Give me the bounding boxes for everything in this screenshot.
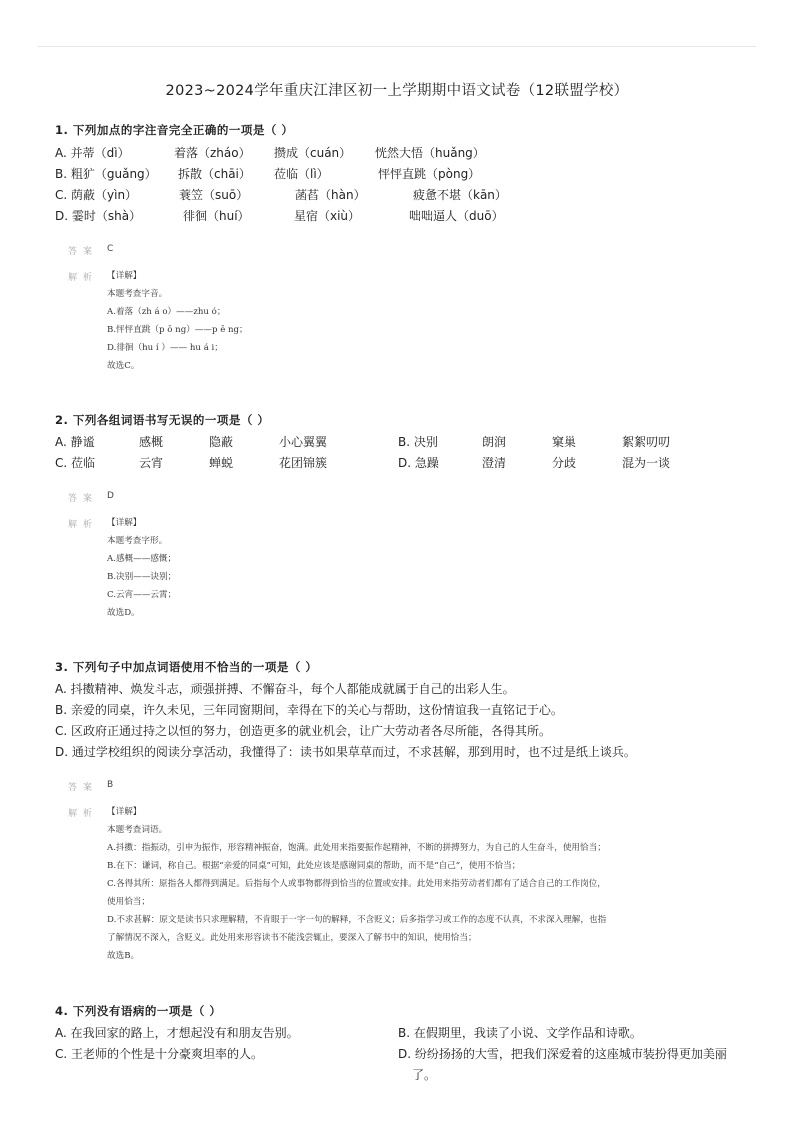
q2-explanation-line: B.决别——诀别； bbox=[107, 572, 177, 582]
answer-label: 答案 bbox=[68, 783, 99, 793]
q2-explanation-line: A.感概——感慨； bbox=[107, 554, 177, 564]
q2-option-d-4: 混为一谈 bbox=[622, 456, 671, 470]
q1-explanation-line: D.徘徊（hu í ）—— hu á i； bbox=[107, 343, 223, 353]
answer-label: 答案 bbox=[68, 494, 99, 504]
q1-explanation-line: 【详解】 bbox=[107, 271, 142, 281]
analysis-label: 解析 bbox=[68, 809, 99, 819]
q3-explanation-line: 本题考查词语。 bbox=[107, 825, 168, 835]
q2-option-a-4: 小心翼翼 bbox=[279, 435, 328, 449]
q3-explanation-line: 故选B。 bbox=[107, 951, 140, 961]
q2-option-c-2: 云宵 bbox=[139, 456, 164, 470]
q1-option-c-3: 菡萏（hàn） bbox=[295, 188, 366, 202]
question-2-stem: 2. 下列各组词语书写无误的一项是（ ） bbox=[55, 413, 270, 427]
q1-explanation-line: 本题考查字音。 bbox=[107, 289, 168, 299]
q4-option-a: A. 在我回家的路上，才想起没有和朋友告别。 bbox=[55, 1026, 299, 1040]
q1-option-c-1: C. 荫蔽（yìn） bbox=[55, 188, 138, 202]
q2-option-d-3: 分歧 bbox=[552, 456, 577, 470]
q2-option-a-3: 隐蔽 bbox=[209, 435, 234, 449]
q2-option-c-3: 蝉蜕 bbox=[209, 456, 234, 470]
q2-explanation-line: 故选D。 bbox=[107, 608, 140, 618]
q1-option-b-2: 拆散（chāi） bbox=[178, 167, 251, 181]
q1-option-a-4: 恍然大悟（huǎng） bbox=[375, 146, 485, 160]
q2-option-c-1: C. 莅临 bbox=[55, 456, 96, 470]
q3-explanation-line: C.各得其所：原指各人都得到满足。后指每个人或事物都得到恰当的位置或安排。此处用来指劳动者们都有了适合自己的工作岗位， bbox=[107, 879, 606, 889]
q1-explanation-line: B.怦怦直跳（p ō ng）——p ē ng； bbox=[107, 325, 248, 335]
q3-explanation-line: B.在下：谦词，称自己。根据“亲爱的同桌”可知，此处应该是感谢同桌的帮助，而不是“自己”，使用不恰当； bbox=[107, 861, 521, 871]
q1-option-b-1: B. 粗犷（guǎng） bbox=[55, 167, 157, 181]
q2-option-d-1: D. 急躁 bbox=[398, 456, 439, 470]
q1-option-d-2: 徘徊（huí） bbox=[183, 209, 250, 223]
question-1-stem: 1. 下列加点的字注音完全正确的一项是（ ） bbox=[55, 123, 294, 137]
q1-option-a-2: 着落（zháo） bbox=[174, 146, 251, 160]
q2-explanation-line: 本题考查字形。 bbox=[107, 536, 168, 546]
answer-label: 答案 bbox=[68, 247, 99, 257]
question-3-stem: 3. 下列句子中加点词语使用不恰当的一项是（ ） bbox=[55, 660, 318, 674]
q4-option-b: B. 在假期里，我读了小说、文学作品和诗歌。 bbox=[398, 1026, 642, 1040]
q1-option-b-3: 莅临（lì） bbox=[274, 167, 329, 181]
q3-option-a: A. 抖擞精神、焕发斗志，顽强拼搏、不懈奋斗，每个人都能成就属于自己的出彩人生。 bbox=[55, 682, 515, 696]
q2-option-a-2: 感概 bbox=[139, 435, 164, 449]
analysis-label: 解析 bbox=[68, 273, 99, 283]
q3-option-b: B. 亲爱的同桌，许久未见，三年同窗期间，幸得在下的关心与帮助，这份情谊我一直铭记于心。 bbox=[55, 703, 563, 717]
q2-option-c-4: 花团锦簇 bbox=[279, 456, 328, 470]
q1-explanation-line: 故选C。 bbox=[107, 361, 140, 371]
q3-explanation-line: 使用恰当； bbox=[107, 897, 150, 907]
q3-option-d: D. 通过学校组织的阅读分享活动，我懂得了：读书如果草草而过，不求甚解，那到用时，也不过是纸上谈兵。 bbox=[55, 745, 636, 759]
header-divider bbox=[38, 46, 756, 47]
q4-option-d: D. 纷纷扬扬的大雪，把我们深爱着的这座城市装扮得更加美丽 bbox=[398, 1047, 727, 1061]
q3-option-c: C. 区政府正通过持之以恒的努力，创造更多的就业机会，让广大劳动者各尽所能，各得其所。 bbox=[55, 724, 552, 738]
q3-explanation-line: 了解情况不深入，含贬义。此处用来形容读书不能浅尝辄止，要深入了解书中的知识，使用恰当； bbox=[107, 933, 477, 943]
q3-explanation-line: D.不求甚解：原文是读书只求理解精，不肯眼于一字一句的解释，不含贬义；后多指学习或工作的态度不认真，不求深入理解，也指 bbox=[107, 915, 607, 925]
q1-option-d-3: 星宿（xiù） bbox=[294, 209, 361, 223]
q2-answer: D bbox=[107, 491, 114, 501]
q2-option-b-2: 朗润 bbox=[482, 435, 507, 449]
q1-option-a-1: A. 并蒂（dì） bbox=[55, 146, 130, 160]
q4-option-c: C. 王老师的个性是十分豪爽坦率的人。 bbox=[55, 1047, 264, 1061]
q3-explanation-line: 【详解】 bbox=[107, 807, 142, 817]
q1-option-c-2: 蓑笠（suō） bbox=[179, 188, 249, 202]
page-title: 2023~2024学年重庆江津区初一上学期期中语文试卷（12联盟学校） bbox=[165, 83, 629, 99]
analysis-label: 解析 bbox=[68, 520, 99, 530]
q1-answer: C bbox=[107, 244, 114, 254]
q1-option-b-4: 怦怦直跳（pòng） bbox=[378, 167, 481, 181]
q2-option-d-2: 澄清 bbox=[482, 456, 507, 470]
q3-explanation-line: A.抖擞：指振动，引申为振作，形容精神振奋，饱满。此处用来指要振作起精神，不断的拼搏努力，为自己的人生奋斗，使用恰当； bbox=[107, 843, 606, 853]
q1-option-d-4: 咄咄逼人（duō） bbox=[409, 209, 504, 223]
q2-option-b-3: 窠巢 bbox=[552, 435, 577, 449]
q2-explanation-line: C.云宵——云霄； bbox=[107, 590, 177, 600]
q2-option-a-1: A. 静谧 bbox=[55, 435, 95, 449]
q2-explanation-line: 【详解】 bbox=[107, 518, 142, 528]
q2-option-b-4: 絮絮叨叨 bbox=[622, 435, 671, 449]
q4-option-d-continued: 了。 bbox=[412, 1068, 437, 1082]
q1-option-d-1: D. 霎时（shà） bbox=[55, 209, 142, 223]
q3-answer: B bbox=[107, 780, 114, 790]
q2-option-b-1: B. 决别 bbox=[398, 435, 438, 449]
q1-explanation-line: A.着落（zh á o）——zhu ó； bbox=[107, 307, 226, 317]
q1-option-a-3: 攒成（cuán） bbox=[274, 146, 352, 160]
q1-option-c-4: 疲惫不堪（kān） bbox=[413, 188, 507, 202]
question-4-stem: 4. 下列没有语病的一项是（ ） bbox=[55, 1004, 222, 1018]
